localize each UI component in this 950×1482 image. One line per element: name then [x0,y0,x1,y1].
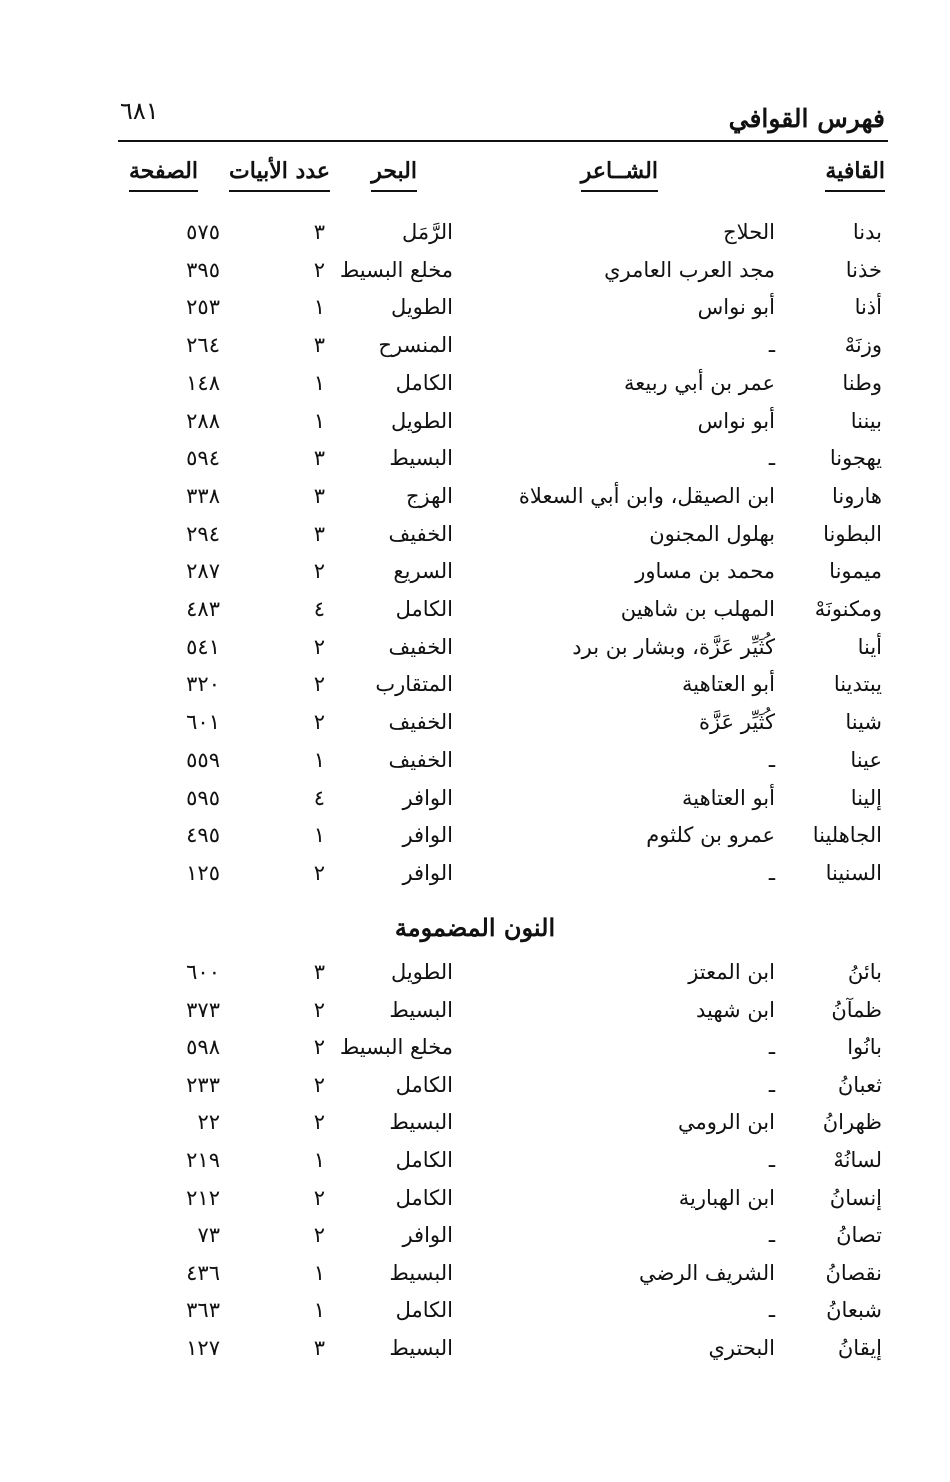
verses-cell: ٢ [313,860,325,885]
table-row [0,748,950,784]
table-row [0,710,950,746]
rhyme-cell: ثعبانُ [837,1072,882,1097]
page-cell: ٣٦٣ [186,1298,220,1323]
table-row [0,823,950,859]
verses-cell: ١ [313,1260,325,1285]
rhyme-cell: هارونا [832,483,882,508]
poet-cell: ـ [768,1223,775,1248]
verses-cell: ٣ [313,220,325,244]
poet-cell: مجد العرب العامري [604,257,775,282]
rhyme-cell: بانُوا [847,1035,882,1060]
poet-cell: أبو نواس [697,295,775,320]
meter-cell: الكامل [395,1148,453,1172]
page-cell: ٥٥٩ [186,747,220,772]
page-cell: ٢٥٣ [186,295,220,320]
table-row [0,1223,950,1259]
rhyme-cell: وزنَهْ [844,333,882,358]
meter-cell: الطويل [390,295,453,320]
meter-cell: البسيط [389,1336,453,1360]
rhyme-cell: البطونا [823,521,882,546]
verses-cell: ٣ [313,446,325,471]
verses-cell: ١ [313,408,325,433]
poet-cell: أبو العتاهية [682,785,775,810]
page-cell: ٣٩٥ [186,257,220,282]
table-row [0,446,950,482]
table-row [0,1035,950,1071]
rhyme-cell: بيننا [850,408,882,433]
verses-cell: ٣ [313,333,325,358]
rhyme-cell: ميمونا [829,559,882,584]
poet-cell: عمر بن أبي ربيعة [623,370,775,395]
verses-cell: ٤ [313,785,325,810]
page-cell: ١٢٥ [186,860,220,885]
table-row [0,786,950,822]
rhyme-cell: وطنا [842,370,882,395]
verses-cell: ١ [313,295,325,320]
meter-cell: مخلع البسيط [339,1035,453,1060]
table-row [0,333,950,369]
meter-cell: السريع [393,559,453,584]
meter-cell: الرَّمَل [402,220,453,244]
page-cell: ٢٩٤ [186,521,220,546]
page-cell: ٥٩٥ [186,785,220,810]
poet-cell: أبو العتاهية [682,672,775,697]
column-header-page: الصفحة [129,158,198,192]
table-row [0,559,950,595]
verses-cell: ١ [313,823,325,848]
verses-cell: ٢ [313,1185,325,1210]
verses-cell: ٣ [313,483,325,508]
poet-cell: الشريف الرضي [639,1260,775,1285]
meter-cell: الكامل [395,1185,453,1210]
poet-cell: كُثَيِّر عَزَّة، وبشار بن برد [572,634,775,659]
rhyme-cell: بائنُ [847,960,882,984]
poet-cell: ـ [768,1035,775,1060]
column-header-rhyme: القافية [825,158,885,192]
verses-cell: ١ [313,370,325,395]
meter-cell: الكامل [395,1072,453,1097]
poet-cell: كُثَيِّر عَزَّة [698,710,775,735]
rhyme-cell: يهجونا [829,446,882,471]
meter-cell: الطويل [390,408,453,433]
table-row [0,1148,950,1184]
meter-cell: الكامل [395,370,453,395]
table-row [0,484,950,520]
meter-cell: البسيط [389,1110,453,1135]
table-row [0,409,950,445]
rhyme-cell: خذنا [845,257,882,282]
page-cell: ٣٧٣ [186,997,220,1022]
meter-cell: الهزج [405,483,453,508]
rhyme-cell: نقصانُ [825,1260,882,1285]
verses-cell: ٢ [313,672,325,697]
page-cell: ٢٢ [197,1110,220,1135]
page-cell: ١٤٨ [186,370,220,395]
rhyme-cell: أذنا [854,295,882,320]
poet-cell: ـ [768,446,775,471]
table-row [0,1336,950,1372]
meter-cell: الوافر [402,860,453,885]
meter-cell: الخفيف [388,521,453,546]
verses-cell: ٢ [313,559,325,584]
meter-cell: البسيط [389,1260,453,1285]
table-row [0,1298,950,1334]
page-cell: ٣٢٠ [186,672,220,697]
table-row [0,960,950,996]
poet-cell: ـ [768,1148,775,1172]
meter-cell: البسيط [389,446,453,471]
page-cell: ٣٣٨ [186,483,220,508]
meter-cell: الكامل [395,1298,453,1323]
rhyme-cell: يبتدينا [833,672,882,697]
poet-cell: ـ [768,860,775,885]
table-row [0,258,950,294]
table-row [0,861,950,897]
rhyme-cell: شينا [845,710,882,735]
meter-cell: الخفيف [388,747,453,772]
poet-cell: ـ [768,1072,775,1097]
verses-cell: ٢ [313,1223,325,1248]
poet-cell: البحتري [708,1336,775,1360]
verses-cell: ٣ [313,1336,325,1360]
table-row [0,635,950,671]
page-cell: ٢١٢ [186,1185,220,1210]
page-cell: ٤٩٥ [186,823,220,848]
verses-cell: ٢ [313,257,325,282]
poet-cell: المهلب بن شاهين [620,597,775,621]
page-cell: ٥٤١ [186,634,220,659]
column-header-meter: البحر [371,158,417,192]
rhyme-cell: السنينا [825,860,882,885]
table-row [0,1073,950,1109]
poet-cell: ـ [768,333,775,358]
page-cell: ٦٠١ [186,710,220,735]
poet-cell: ابن المعتز [688,960,775,984]
poet-cell: ـ [768,1298,775,1323]
verses-cell: ٣ [313,960,325,984]
table-row [0,1110,950,1146]
page-cell: ٥٧٥ [186,220,220,244]
poet-cell: محمد بن مساور [635,559,775,584]
meter-cell: الوافر [402,785,453,810]
rhyme-cell: ظهرانُ [822,1110,882,1135]
rhyme-cell: إنسانُ [829,1185,882,1210]
rhyme-cell: إيقانُ [837,1336,882,1360]
table-row [0,597,950,633]
poet-cell: ابن شهيد [696,997,775,1022]
table-row [0,998,950,1034]
page-cell: ٤٣٦ [186,1260,220,1285]
rhyme-cell: الجاهلينا [812,823,882,848]
page-cell: ٢٨٨ [186,408,220,433]
page-number: ٦٨١ [120,97,159,125]
header-rule [118,140,888,142]
poet-cell: ابن الصيقل، وابن أبي السعلاة [518,483,775,508]
poet-cell: بهلول المجنون [649,521,775,546]
verses-cell: ٢ [313,997,325,1022]
poet-cell: ابن الرومي [677,1110,775,1135]
rhyme-cell: بدنا [852,220,882,244]
meter-cell: مخلع البسيط [339,257,453,282]
verses-cell: ١ [313,747,325,772]
rhyme-cell: إلينا [850,785,882,810]
meter-cell: الخفيف [388,634,453,659]
column-header-verses: عدد الأبيات [229,158,330,192]
table-row [0,672,950,708]
section-title: النون المضمومة [394,913,556,942]
meter-cell: الطويل [390,960,453,984]
page-cell: ٥٩٤ [186,446,220,471]
verses-cell: ٢ [313,710,325,735]
running-title: فهرس القوافي [728,104,885,133]
page-cell: ٢١٩ [186,1148,220,1172]
rhyme-cell: لسانُهْ [833,1148,882,1172]
verses-cell: ٣ [313,521,325,546]
poet-cell: أبو نواس [697,408,775,433]
page-cell: ٢٨٧ [186,559,220,584]
table-row [0,522,950,558]
table-row [0,1186,950,1222]
poet-cell: ابن الهبارية [678,1185,775,1210]
table-row [0,220,950,256]
page-cell: ٥٩٨ [186,1035,220,1060]
page-cell: ٦٠٠ [186,960,220,984]
page-cell: ٤٨٣ [186,597,220,621]
poet-cell: عمرو بن كلثوم [646,823,775,848]
meter-cell: المنسرح [378,333,453,358]
rhyme-cell: عينا [850,747,882,772]
page-cell: ١٢٧ [186,1336,220,1360]
poet-cell: الحلاج [723,220,775,244]
meter-cell: المتقارب [375,672,453,697]
verses-cell: ٢ [313,634,325,659]
poet-cell: ـ [768,747,775,772]
verses-cell: ٢ [313,1035,325,1060]
rhyme-cell: تصانُ [836,1223,882,1248]
meter-cell: الكامل [395,597,453,621]
rhyme-cell: ومكنونَهْ [814,597,882,621]
rhyme-cell: شبعانُ [826,1298,882,1323]
verses-cell: ١ [313,1298,325,1323]
meter-cell: الخفيف [388,710,453,735]
page-cell: ٢٣٣ [186,1072,220,1097]
column-header-poet: الشــاعر [581,158,658,192]
rhyme-cell: ظمآنُ [831,997,882,1022]
table-row [0,371,950,407]
meter-cell: البسيط [389,997,453,1022]
table-row [0,295,950,331]
verses-cell: ٢ [313,1072,325,1097]
verses-cell: ٢ [313,1110,325,1135]
table-row [0,1261,950,1297]
meter-cell: الوافر [402,823,453,848]
page-cell: ٧٣ [197,1223,220,1248]
meter-cell: الوافر [402,1223,453,1248]
page-cell: ٢٦٤ [186,333,220,358]
verses-cell: ١ [313,1148,325,1172]
rhyme-cell: أينا [857,634,882,659]
verses-cell: ٤ [313,597,325,621]
